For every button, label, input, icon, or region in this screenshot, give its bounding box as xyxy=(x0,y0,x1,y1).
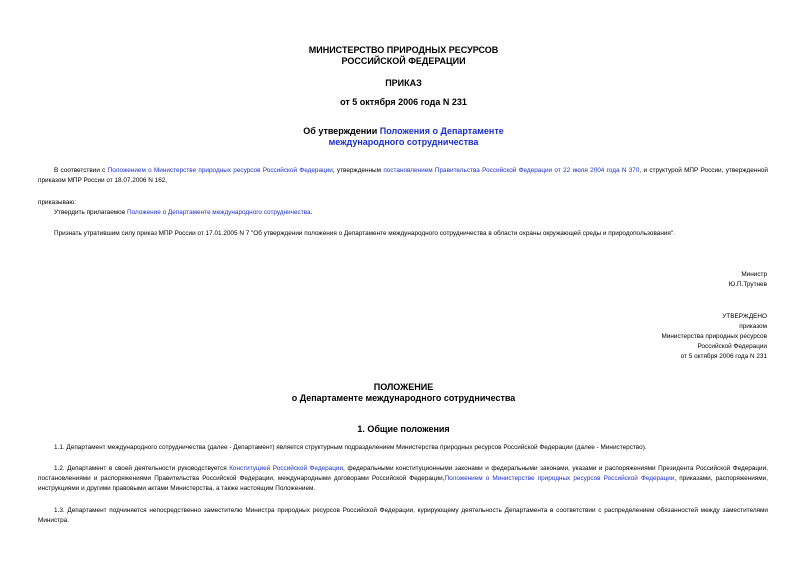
approval-stamp xyxy=(467,312,767,362)
link-ministry-regulation-2[interactable]: Положением о Министерстве природных ресурсов Российской Федерации xyxy=(444,475,675,482)
ministry-heading xyxy=(0,45,807,67)
approved-line-3: Министерства природных ресурсов xyxy=(661,333,767,340)
approved-line-1: УТВЕРЖДЕНО xyxy=(722,313,767,320)
clause-1-3: 1.3. Департамент подчиняется непосредственно заместителю Министра природных ресурсов Российской Федерации, курирующему деятельность Департамента в соответствии с распределением обязанностей между заместителями Министра. xyxy=(38,507,768,524)
ministry-line-1: МИНИСТЕРСТВО ПРИРОДНЫХ РЕСУРСОВ xyxy=(308,45,499,55)
order-word: приказываю: xyxy=(38,199,76,206)
approved-line-2: приказом xyxy=(739,323,767,330)
preamble-paragraph xyxy=(38,166,768,186)
link-government-decree[interactable]: постановлением Правительства Российской Федерации от 22 июля 2004 года N 370 xyxy=(383,167,640,174)
clause-1-2-text-2: , федеральными конституционными законами и федеральными законами, указами и распоряжениями Президента Российской Федерации, постановлениями и распоряжениями Правительства Российской Федерации, международными договорами Российской Федерации, xyxy=(38,465,768,482)
order-item-2: Признать утратившим силу приказ МПР России от 17.01.2005 N 7 "Об утверждении положения о Департаменте международного сотрудничества в области охраны окружающей среды и природопользования". xyxy=(54,230,675,237)
doc-type: ПРИКАЗ xyxy=(385,78,422,88)
regulation-heading xyxy=(0,382,807,404)
approved-line-4: Российской Федерации xyxy=(697,343,767,350)
item1-text-2: . xyxy=(310,209,313,216)
doc-date-number: от 5 октября 2006 года N 231 xyxy=(340,97,467,107)
doc-title-link[interactable]: Положения о Департаменте xyxy=(379,126,504,136)
signature-position: Министр xyxy=(741,271,767,278)
regulation-title: ПОЛОЖЕНИЕ xyxy=(373,382,434,392)
clause-1-2-text-1: 1.2. Департамент в своей деятельности руководствуется xyxy=(54,465,230,472)
clause-1-2-text-3: , приказами, распоряжениями, инструкциями и другими правовыми актами Министерства, а также настоящим Положением. xyxy=(38,475,768,492)
section-1-heading: 1. Общие положения xyxy=(357,424,450,434)
ministry-line-2: РОССИЙСКОЙ ФЕДЕРАЦИИ xyxy=(341,56,466,66)
doc-title-link-2[interactable]: международного сотрудничества xyxy=(328,137,479,147)
doc-title-prefix: Об утверждении xyxy=(303,126,380,136)
preamble-text-1: В соответствии с xyxy=(54,167,108,174)
preamble-text-2: , утвержденным xyxy=(332,167,384,174)
order-item-1 xyxy=(38,208,768,218)
item1-text-1: Утвердить прилагаемое xyxy=(54,209,128,216)
signature-name: Ю.П.Трутнев xyxy=(728,281,767,288)
regulation-subtitle: о Департаменте международного сотрудничества xyxy=(291,393,516,403)
link-ministry-regulation[interactable]: Положением о Министерстве природных ресурсов Российской Федерации xyxy=(107,167,333,174)
clause-1-1: 1.1. Департамент международного сотрудничества (далее - Департамент) является структурным подразделением Министерства природных ресурсов Российской Федерации (далее - Министерство). xyxy=(54,444,647,451)
doc-title xyxy=(0,126,807,148)
link-department-regulation[interactable]: Положение о Департаменте международного сотрудничества xyxy=(127,209,311,216)
link-constitution[interactable]: Конституцией Российской Федерации xyxy=(229,465,344,472)
clause-1-2 xyxy=(38,464,768,494)
approved-line-5: от 5 октября 2006 года N 231 xyxy=(680,353,767,360)
signature-block xyxy=(467,270,767,290)
preamble-text-3: , и структурой МПР России, утвержденной приказом МПР России от 18.07.2006 N 162, xyxy=(38,167,768,184)
